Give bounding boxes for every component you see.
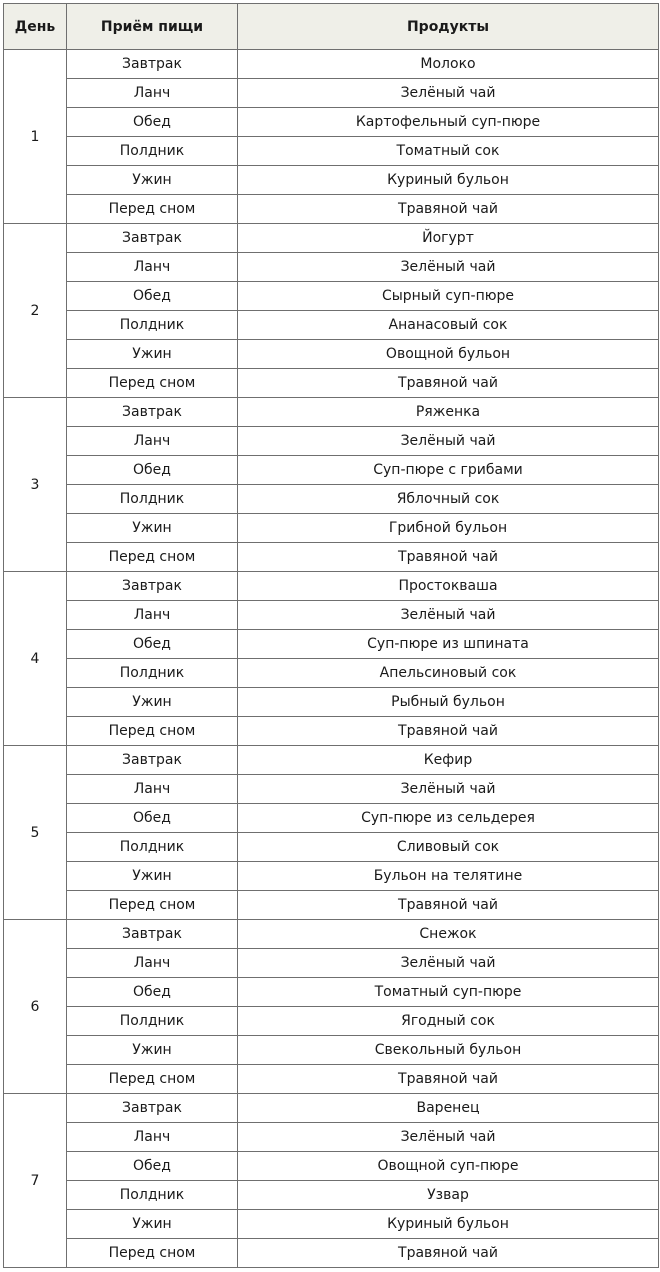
meal-cell: Полдник	[67, 485, 238, 514]
meal-cell: Ланч	[67, 601, 238, 630]
food-cell: Сырный суп-пюре	[238, 282, 659, 311]
table-row	[4, 891, 659, 920]
food-cell: Зелёный чай	[238, 253, 659, 282]
meal-cell: Перед сном	[67, 369, 238, 398]
table-row	[4, 1007, 659, 1036]
food-cell: Овощной бульон	[238, 340, 659, 369]
food-cell: Куриный бульон	[238, 1210, 659, 1239]
food-cell: Травяной чай	[238, 1239, 659, 1268]
food-cell: Бульон на телятине	[238, 862, 659, 891]
meal-cell: Перед сном	[67, 891, 238, 920]
table-row	[4, 688, 659, 717]
table-row	[4, 1094, 659, 1123]
table-row	[4, 195, 659, 224]
meal-cell: Ланч	[67, 1123, 238, 1152]
meal-cell: Ужин	[67, 862, 238, 891]
meal-cell: Ужин	[67, 514, 238, 543]
meal-cell: Полдник	[67, 311, 238, 340]
meal-cell: Перед сном	[67, 717, 238, 746]
meal-cell: Полдник	[67, 1007, 238, 1036]
meal-cell: Перед сном	[67, 195, 238, 224]
food-cell: Сливовый сок	[238, 833, 659, 862]
table-row	[4, 601, 659, 630]
table-row	[4, 659, 659, 688]
food-cell: Свекольный бульон	[238, 1036, 659, 1065]
food-cell: Зелёный чай	[238, 775, 659, 804]
meal-cell: Ланч	[67, 775, 238, 804]
meal-cell: Ланч	[67, 79, 238, 108]
food-cell: Йогурт	[238, 224, 659, 253]
table-row	[4, 630, 659, 659]
food-cell: Снежок	[238, 920, 659, 949]
food-cell: Рыбный бульон	[238, 688, 659, 717]
meal-cell: Ланч	[67, 949, 238, 978]
food-cell: Ряженка	[238, 398, 659, 427]
meal-cell: Ужин	[67, 1210, 238, 1239]
table-row	[4, 572, 659, 601]
food-cell: Травяной чай	[238, 1065, 659, 1094]
day-number-cell: 3	[4, 398, 67, 572]
meal-cell: Завтрак	[67, 398, 238, 427]
food-cell: Зелёный чай	[238, 79, 659, 108]
meal-cell: Ужин	[67, 688, 238, 717]
table-row	[4, 137, 659, 166]
day-number-cell: 2	[4, 224, 67, 398]
table-row	[4, 50, 659, 79]
food-cell: Картофельный суп-пюре	[238, 108, 659, 137]
meal-cell: Обед	[67, 804, 238, 833]
table-row	[4, 485, 659, 514]
table-row	[4, 1210, 659, 1239]
meal-cell: Обед	[67, 630, 238, 659]
table-body	[4, 50, 659, 1268]
meal-cell: Ланч	[67, 427, 238, 456]
day-number-cell: 4	[4, 572, 67, 746]
table-row	[4, 456, 659, 485]
header-food: Продукты	[238, 4, 659, 50]
table-row	[4, 108, 659, 137]
table-row	[4, 311, 659, 340]
day-number-cell: 1	[4, 50, 67, 224]
food-cell: Узвар	[238, 1181, 659, 1210]
meal-cell: Перед сном	[67, 1065, 238, 1094]
meal-cell: Завтрак	[67, 224, 238, 253]
table-row	[4, 166, 659, 195]
table-row	[4, 427, 659, 456]
food-cell: Травяной чай	[238, 369, 659, 398]
meal-cell: Ужин	[67, 340, 238, 369]
table-row	[4, 978, 659, 1007]
table-row	[4, 369, 659, 398]
food-cell: Зелёный чай	[238, 1123, 659, 1152]
meal-cell: Обед	[67, 978, 238, 1007]
meal-cell: Завтрак	[67, 920, 238, 949]
food-cell: Яблочный сок	[238, 485, 659, 514]
table-row	[4, 804, 659, 833]
meal-cell: Обед	[67, 282, 238, 311]
food-cell: Грибной бульон	[238, 514, 659, 543]
food-cell: Ягодный сок	[238, 1007, 659, 1036]
meal-cell: Обед	[67, 456, 238, 485]
table-row	[4, 920, 659, 949]
food-cell: Овощной суп-пюре	[238, 1152, 659, 1181]
meal-cell: Перед сном	[67, 543, 238, 572]
table-row	[4, 1239, 659, 1268]
food-cell: Травяной чай	[238, 543, 659, 572]
table-row	[4, 253, 659, 282]
table-row	[4, 543, 659, 572]
table-row	[4, 282, 659, 311]
table-row	[4, 1036, 659, 1065]
table-header	[4, 4, 659, 50]
diet-table	[3, 3, 659, 1268]
table-row	[4, 746, 659, 775]
meal-cell: Полдник	[67, 137, 238, 166]
food-cell: Суп-пюре из шпината	[238, 630, 659, 659]
food-cell: Куриный бульон	[238, 166, 659, 195]
meal-cell: Полдник	[67, 1181, 238, 1210]
food-cell: Простокваша	[238, 572, 659, 601]
header-row	[4, 4, 659, 50]
table-row	[4, 514, 659, 543]
table-row	[4, 717, 659, 746]
meal-cell: Завтрак	[67, 746, 238, 775]
food-cell: Зелёный чай	[238, 427, 659, 456]
header-meal: Приём пищи	[67, 4, 238, 50]
table-row	[4, 862, 659, 891]
meal-cell: Ланч	[67, 253, 238, 282]
day-number-cell: 6	[4, 920, 67, 1094]
food-cell: Суп-пюре с грибами	[238, 456, 659, 485]
meal-cell: Обед	[67, 1152, 238, 1181]
table-row	[4, 1181, 659, 1210]
diet-table-container	[3, 3, 658, 1268]
table-row	[4, 340, 659, 369]
food-cell: Варенец	[238, 1094, 659, 1123]
table-row	[4, 224, 659, 253]
header-day: День	[4, 4, 67, 50]
table-row	[4, 833, 659, 862]
table-row	[4, 949, 659, 978]
meal-cell: Полдник	[67, 659, 238, 688]
meal-cell: Завтрак	[67, 572, 238, 601]
food-cell: Суп-пюре из сельдерея	[238, 804, 659, 833]
food-cell: Травяной чай	[238, 717, 659, 746]
food-cell: Молоко	[238, 50, 659, 79]
food-cell: Кефир	[238, 746, 659, 775]
meal-cell: Обед	[67, 108, 238, 137]
table-row	[4, 1065, 659, 1094]
food-cell: Апельсиновый сок	[238, 659, 659, 688]
meal-cell: Завтрак	[67, 1094, 238, 1123]
day-number-cell: 7	[4, 1094, 67, 1268]
food-cell: Зелёный чай	[238, 949, 659, 978]
food-cell: Томатный сок	[238, 137, 659, 166]
table-row	[4, 398, 659, 427]
meal-cell: Перед сном	[67, 1239, 238, 1268]
meal-cell: Полдник	[67, 833, 238, 862]
food-cell: Травяной чай	[238, 891, 659, 920]
food-cell: Зелёный чай	[238, 601, 659, 630]
food-cell: Томатный суп-пюре	[238, 978, 659, 1007]
food-cell: Ананасовый сок	[238, 311, 659, 340]
table-row	[4, 79, 659, 108]
meal-cell: Ужин	[67, 1036, 238, 1065]
table-row	[4, 775, 659, 804]
day-number-cell: 5	[4, 746, 67, 920]
meal-cell: Завтрак	[67, 50, 238, 79]
meal-cell: Ужин	[67, 166, 238, 195]
table-row	[4, 1123, 659, 1152]
table-row	[4, 1152, 659, 1181]
food-cell: Травяной чай	[238, 195, 659, 224]
